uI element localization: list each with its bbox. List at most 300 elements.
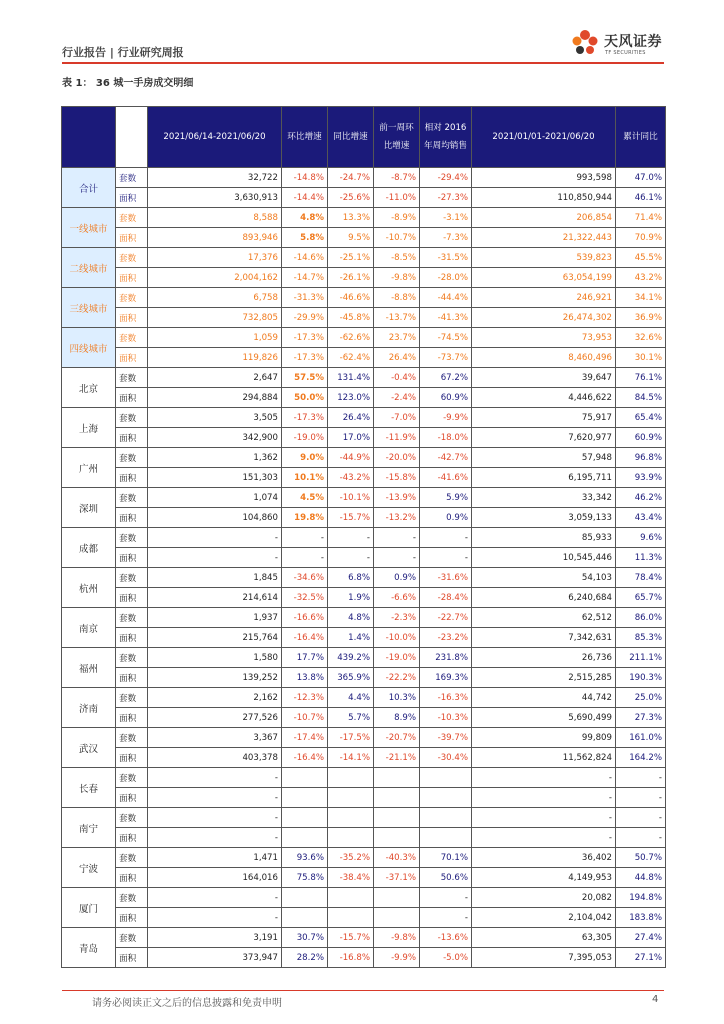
table-cell: 26.4%	[374, 348, 420, 368]
table-cell: -	[282, 528, 328, 548]
table-cell	[374, 768, 420, 788]
table-cell: -12.3%	[282, 688, 328, 708]
table-cell: -25.1%	[328, 248, 374, 268]
table-cell: -9.8%	[374, 928, 420, 948]
table-cell	[328, 808, 374, 828]
city-name: 青岛	[62, 928, 116, 968]
table-cell: -13.2%	[374, 508, 420, 528]
column-header	[116, 107, 148, 168]
table-row	[62, 268, 666, 288]
table-row	[62, 168, 666, 188]
column-header: 前一周环比增速	[374, 107, 420, 168]
table-row	[62, 668, 666, 688]
table-body	[62, 168, 666, 968]
table-cell: 215,764	[148, 628, 282, 648]
table-cell: 214,614	[148, 588, 282, 608]
metric-kind: 面积	[116, 228, 148, 248]
city-name: 杭州	[62, 568, 116, 608]
table-cell: -16.8%	[328, 948, 374, 968]
table-row	[62, 528, 666, 548]
table-cell: 732,805	[148, 308, 282, 328]
metric-kind: 套数	[116, 408, 148, 428]
table-cell: 57,948	[472, 448, 616, 468]
table-cell: -28.0%	[420, 268, 472, 288]
metric-kind: 套数	[116, 888, 148, 908]
table-cell: -8.5%	[374, 248, 420, 268]
table-cell	[374, 908, 420, 928]
table-cell: 151,303	[148, 468, 282, 488]
table-cell: -14.1%	[328, 748, 374, 768]
table-cell: 1.4%	[328, 628, 374, 648]
table-cell: -	[374, 528, 420, 548]
table-cell: -0.4%	[374, 368, 420, 388]
table-cell: 50.7%	[616, 848, 666, 868]
metric-kind: 面积	[116, 468, 148, 488]
table-cell: -41.6%	[420, 468, 472, 488]
table-cell: 27.3%	[616, 708, 666, 728]
table-cell: 27.4%	[616, 928, 666, 948]
table-header-row	[62, 107, 666, 168]
table-cell: -27.3%	[420, 188, 472, 208]
table-row	[62, 888, 666, 908]
table-cell: 62,512	[472, 608, 616, 628]
table-row	[62, 748, 666, 768]
table-cell	[420, 808, 472, 828]
table-cell: 45.5%	[616, 248, 666, 268]
table-cell: -62.4%	[328, 348, 374, 368]
table-row	[62, 508, 666, 528]
table-cell: -35.2%	[328, 848, 374, 868]
table-cell: 4,149,953	[472, 868, 616, 888]
table-cell: 3,630,913	[148, 188, 282, 208]
table-cell: 8,460,496	[472, 348, 616, 368]
table-row	[62, 628, 666, 648]
table-cell: 9.5%	[328, 228, 374, 248]
table-cell: -20.0%	[374, 448, 420, 468]
city-name: 四线城市	[62, 328, 116, 368]
metric-kind: 面积	[116, 308, 148, 328]
table-cell	[420, 788, 472, 808]
table-row	[62, 928, 666, 948]
table-row	[62, 248, 666, 268]
column-header: 环比增速	[282, 107, 328, 168]
table-cell: 93.9%	[616, 468, 666, 488]
table-cell	[328, 908, 374, 928]
metric-kind: 面积	[116, 508, 148, 528]
table-cell: 10.3%	[374, 688, 420, 708]
table-cell: -17.3%	[282, 328, 328, 348]
table-cell: 183.8%	[616, 908, 666, 928]
column-header: 2021/06/14-2021/06/20	[148, 107, 282, 168]
table-cell: -16.6%	[282, 608, 328, 628]
metric-kind: 套数	[116, 368, 148, 388]
table-cell: 93.6%	[282, 848, 328, 868]
table-cell: -11.9%	[374, 428, 420, 448]
table-cell: -18.0%	[420, 428, 472, 448]
table-row	[62, 428, 666, 448]
header-divider	[62, 62, 664, 64]
table-cell: -62.6%	[328, 328, 374, 348]
metric-kind: 套数	[116, 328, 148, 348]
table-cell: 17.7%	[282, 648, 328, 668]
logo-flower-icon	[568, 26, 602, 60]
table-cell: -26.1%	[328, 268, 374, 288]
table-cell: -10.7%	[282, 708, 328, 728]
table-cell: -42.7%	[420, 448, 472, 468]
table-cell: -	[420, 908, 472, 928]
table-cell: -10.7%	[374, 228, 420, 248]
city-name: 上海	[62, 408, 116, 448]
table-cell: 85.3%	[616, 628, 666, 648]
table-cell: 123.0%	[328, 388, 374, 408]
table-cell: -	[148, 808, 282, 828]
column-header: 2021/01/01-2021/06/20	[472, 107, 616, 168]
table-cell: 75.8%	[282, 868, 328, 888]
table-cell: 1,845	[148, 568, 282, 588]
metric-kind: 套数	[116, 448, 148, 468]
table-cell: -	[420, 888, 472, 908]
table-cell: 10,545,446	[472, 548, 616, 568]
table-row	[62, 568, 666, 588]
table-cell: -38.4%	[328, 868, 374, 888]
table-cell: 99,809	[472, 728, 616, 748]
table-cell: -73.7%	[420, 348, 472, 368]
table-cell: -	[616, 788, 666, 808]
table-cell: 46.2%	[616, 488, 666, 508]
table-cell: -25.6%	[328, 188, 374, 208]
table-row	[62, 828, 666, 848]
metric-kind: 面积	[116, 548, 148, 568]
city-name: 深圳	[62, 488, 116, 528]
table-cell: -	[374, 548, 420, 568]
table-cell: 104,860	[148, 508, 282, 528]
table-cell	[328, 888, 374, 908]
table-row	[62, 368, 666, 388]
table-cell: -17.3%	[282, 348, 328, 368]
table-caption: 表 1： 36 城一手房成交明细	[62, 78, 194, 89]
table-cell: 161.0%	[616, 728, 666, 748]
table-cell: -	[616, 808, 666, 828]
table-cell: 6,758	[148, 288, 282, 308]
table-row	[62, 388, 666, 408]
table-cell: -74.5%	[420, 328, 472, 348]
table-cell: 539,823	[472, 248, 616, 268]
table-cell: 893,946	[148, 228, 282, 248]
table-cell: 2,162	[148, 688, 282, 708]
table-cell: -14.4%	[282, 188, 328, 208]
table-row	[62, 408, 666, 428]
table-cell: -14.8%	[282, 168, 328, 188]
table-cell: 6,195,711	[472, 468, 616, 488]
city-name: 南京	[62, 608, 116, 648]
table-cell: 44.8%	[616, 868, 666, 888]
table-cell: -37.1%	[374, 868, 420, 888]
city-name: 广州	[62, 448, 116, 488]
table-cell: -6.6%	[374, 588, 420, 608]
table-cell: 13.8%	[282, 668, 328, 688]
table-cell: -17.4%	[282, 728, 328, 748]
table-row	[62, 548, 666, 568]
table-row	[62, 308, 666, 328]
table-cell: 36.9%	[616, 308, 666, 328]
table-cell: -10.3%	[420, 708, 472, 728]
metric-kind: 面积	[116, 868, 148, 888]
table-row	[62, 348, 666, 368]
table-cell: 194.8%	[616, 888, 666, 908]
table-cell: -44.4%	[420, 288, 472, 308]
city-name: 北京	[62, 368, 116, 408]
table-cell: 20,082	[472, 888, 616, 908]
table-cell: 4.8%	[282, 208, 328, 228]
metric-kind: 套数	[116, 168, 148, 188]
metric-kind: 面积	[116, 588, 148, 608]
table-cell: 47.0%	[616, 168, 666, 188]
table-cell: 13.3%	[328, 208, 374, 228]
table-cell: -15.7%	[328, 508, 374, 528]
table-cell: 993,598	[472, 168, 616, 188]
table-cell: 1,074	[148, 488, 282, 508]
table-cell	[374, 888, 420, 908]
table-cell: 50.0%	[282, 388, 328, 408]
table-cell: -16.3%	[420, 688, 472, 708]
table-cell: 3,367	[148, 728, 282, 748]
table-cell: -17.3%	[282, 408, 328, 428]
metric-kind: 套数	[116, 648, 148, 668]
table-cell: 439.2%	[328, 648, 374, 668]
metric-kind: 套数	[116, 608, 148, 628]
table-cell	[282, 808, 328, 828]
table-cell: -30.4%	[420, 748, 472, 768]
table-cell: 36,402	[472, 848, 616, 868]
metric-kind: 面积	[116, 948, 148, 968]
table-row	[62, 868, 666, 888]
table-cell	[420, 828, 472, 848]
table-cell: -11.0%	[374, 188, 420, 208]
table-cell: -32.5%	[282, 588, 328, 608]
table-cell: 43.4%	[616, 508, 666, 528]
table-cell: -13.6%	[420, 928, 472, 948]
table-cell: -5.0%	[420, 948, 472, 968]
table-cell: 8,588	[148, 208, 282, 228]
metric-kind: 套数	[116, 728, 148, 748]
table-cell: -8.7%	[374, 168, 420, 188]
table-row	[62, 788, 666, 808]
table-cell: -22.7%	[420, 608, 472, 628]
table-cell: 73,953	[472, 328, 616, 348]
table-cell	[374, 788, 420, 808]
table-cell: 206,854	[472, 208, 616, 228]
table-cell: 110,850,944	[472, 188, 616, 208]
table-cell: -2.4%	[374, 388, 420, 408]
table-cell: -3.1%	[420, 208, 472, 228]
table-cell: 139,252	[148, 668, 282, 688]
table-cell: 39,647	[472, 368, 616, 388]
table-cell: -39.7%	[420, 728, 472, 748]
page-number: 4	[652, 994, 659, 1005]
metric-kind: 面积	[116, 348, 148, 368]
table-cell: 65.4%	[616, 408, 666, 428]
table-cell: 2,647	[148, 368, 282, 388]
table-cell: -8.9%	[374, 208, 420, 228]
table-cell: 44,742	[472, 688, 616, 708]
table-cell: 4.8%	[328, 608, 374, 628]
metric-kind: 面积	[116, 188, 148, 208]
table-cell: -2.3%	[374, 608, 420, 628]
table-row	[62, 908, 666, 928]
table-cell: 4.5%	[282, 488, 328, 508]
table-cell: 65.7%	[616, 588, 666, 608]
table-row	[62, 448, 666, 468]
metric-kind: 套数	[116, 288, 148, 308]
table-cell: -10.0%	[374, 628, 420, 648]
table-cell: -7.0%	[374, 408, 420, 428]
table-cell: 30.1%	[616, 348, 666, 368]
table-row	[62, 688, 666, 708]
table-cell: -16.4%	[282, 748, 328, 768]
table-cell: -10.1%	[328, 488, 374, 508]
table-cell: 63,054,199	[472, 268, 616, 288]
table-cell	[282, 908, 328, 928]
table-cell: 169.3%	[420, 668, 472, 688]
table-cell	[328, 768, 374, 788]
table-cell: 50.6%	[420, 868, 472, 888]
table-cell: 17.0%	[328, 428, 374, 448]
table-cell: 7,342,631	[472, 628, 616, 648]
city-name: 武汉	[62, 728, 116, 768]
table-cell: 70.9%	[616, 228, 666, 248]
metric-kind: 面积	[116, 708, 148, 728]
table-cell	[374, 808, 420, 828]
metric-kind: 套数	[116, 688, 148, 708]
table-cell: 57.5%	[282, 368, 328, 388]
table-cell: 294,884	[148, 388, 282, 408]
housing-transactions-table	[61, 106, 666, 968]
metric-kind: 面积	[116, 788, 148, 808]
table-cell	[282, 888, 328, 908]
table-cell: 34.1%	[616, 288, 666, 308]
city-name: 成都	[62, 528, 116, 568]
table-cell: -43.2%	[328, 468, 374, 488]
table-cell: 1,580	[148, 648, 282, 668]
metric-kind: 套数	[116, 848, 148, 868]
table-cell: -23.2%	[420, 628, 472, 648]
table-cell: 67.2%	[420, 368, 472, 388]
table-cell: 76.1%	[616, 368, 666, 388]
table-cell	[328, 788, 374, 808]
table-cell	[282, 788, 328, 808]
table-cell: 9.0%	[282, 448, 328, 468]
table-row	[62, 588, 666, 608]
table-cell: 403,378	[148, 748, 282, 768]
metric-kind: 套数	[116, 208, 148, 228]
table-cell: 3,191	[148, 928, 282, 948]
table-cell: 96.8%	[616, 448, 666, 468]
column-header: 相对 2016 年周均销售	[420, 107, 472, 168]
table-cell: 10.1%	[282, 468, 328, 488]
table-cell: 373,947	[148, 948, 282, 968]
table-cell: 342,900	[148, 428, 282, 448]
table-cell: 9.6%	[616, 528, 666, 548]
table-cell: 6,240,684	[472, 588, 616, 608]
city-name: 三线城市	[62, 288, 116, 328]
table-cell: -29.4%	[420, 168, 472, 188]
table-cell: -	[148, 548, 282, 568]
table-cell: 365.9%	[328, 668, 374, 688]
table-cell: -	[148, 528, 282, 548]
metric-kind: 套数	[116, 528, 148, 548]
table-cell: 85,933	[472, 528, 616, 548]
table-cell: 27.1%	[616, 948, 666, 968]
table-cell: 63,305	[472, 928, 616, 948]
table-cell: -13.7%	[374, 308, 420, 328]
table-cell: 119,826	[148, 348, 282, 368]
table-cell: 4.4%	[328, 688, 374, 708]
table-cell	[282, 828, 328, 848]
table-cell: -	[148, 888, 282, 908]
column-header: 累计同比	[616, 107, 666, 168]
report-section-label: 行业报告 | 行业研究周报	[62, 46, 184, 59]
metric-kind: 面积	[116, 908, 148, 928]
table-cell: 84.5%	[616, 388, 666, 408]
metric-kind: 套数	[116, 808, 148, 828]
table-cell: 1,471	[148, 848, 282, 868]
table-cell	[282, 768, 328, 788]
table-cell: 4,446,622	[472, 388, 616, 408]
table-cell: -	[148, 908, 282, 928]
table-cell: 1,937	[148, 608, 282, 628]
table-cell: -31.6%	[420, 568, 472, 588]
table-cell: 0.9%	[420, 508, 472, 528]
table-cell: -	[472, 808, 616, 828]
table-cell: 3,059,133	[472, 508, 616, 528]
table-cell: 5.8%	[282, 228, 328, 248]
table-cell	[328, 828, 374, 848]
column-header: 同比增速	[328, 107, 374, 168]
table-cell: -44.9%	[328, 448, 374, 468]
table-cell: 231.8%	[420, 648, 472, 668]
table-cell: 54,103	[472, 568, 616, 588]
metric-kind: 面积	[116, 268, 148, 288]
table-cell: 8.9%	[374, 708, 420, 728]
city-name: 南宁	[62, 808, 116, 848]
table-cell: 30.7%	[282, 928, 328, 948]
table-cell: -	[472, 828, 616, 848]
table-cell: 78.4%	[616, 568, 666, 588]
table-cell: 26.4%	[328, 408, 374, 428]
table-cell: -8.8%	[374, 288, 420, 308]
table-cell: 131.4%	[328, 368, 374, 388]
table-cell: 190.3%	[616, 668, 666, 688]
table-cell: 1.9%	[328, 588, 374, 608]
table-cell: -	[148, 768, 282, 788]
table-row	[62, 608, 666, 628]
table-row	[62, 188, 666, 208]
table-cell: 33,342	[472, 488, 616, 508]
city-name: 长春	[62, 768, 116, 808]
table-cell: -16.4%	[282, 628, 328, 648]
table-cell: 0.9%	[374, 568, 420, 588]
table-cell: -46.6%	[328, 288, 374, 308]
table-cell: -21.1%	[374, 748, 420, 768]
table-row	[62, 948, 666, 968]
table-cell: -	[420, 548, 472, 568]
table-cell: 17,376	[148, 248, 282, 268]
table-cell: -29.9%	[282, 308, 328, 328]
table-cell: 246,921	[472, 288, 616, 308]
table-cell: -	[472, 788, 616, 808]
table-cell: 5,690,499	[472, 708, 616, 728]
table-cell: -28.4%	[420, 588, 472, 608]
